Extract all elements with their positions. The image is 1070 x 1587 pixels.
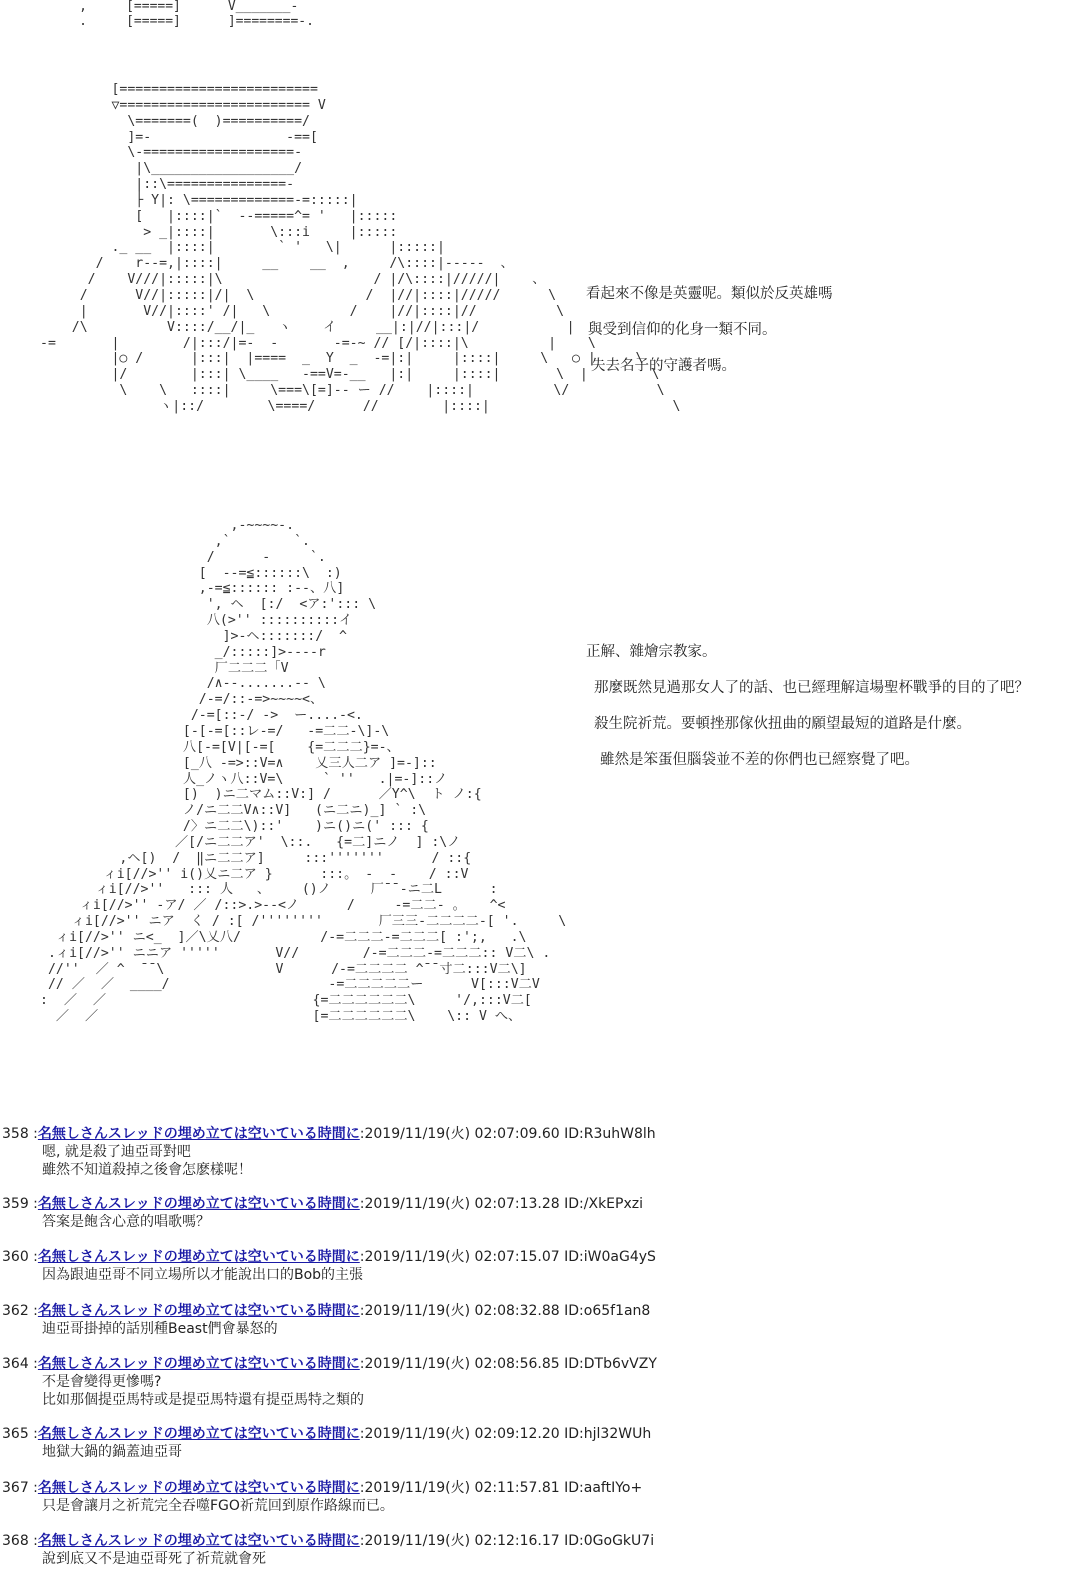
post-365: 365 :名無しさんスレッドの埋め立ては空いている時間に:2019/11/19(火) 02:09:12.20 ID:hjl32WUh 地獄大鍋的鍋蓋迪亞哥: [2, 1425, 1062, 1461]
post-number: 364: [2, 1356, 29, 1372]
post-line: 只是會讓月之祈荒完全吞噬FGO祈荒回到原作路線而已。: [42, 1498, 394, 1514]
post-line: 迪亞哥掛掉的話別種Beast們會暴怒的: [42, 1321, 278, 1337]
post-line: 因為跟迪亞哥不同立場所以才能說出口的Bob的主張: [42, 1267, 364, 1283]
poster-name-link[interactable]: 名無しさんスレッドの埋め立ては空いている時間に: [37, 1196, 360, 1212]
post-line: 答案是飽含心意的唱歌嗎？: [42, 1214, 210, 1230]
ascii-art-priest-figure: ,-~~~~-. ,` `. / - `. [ --=≦::::::\ :) ,-=≦:::::: :--、八] ', ヘ [:/ <ア:'::: \ 八(>'' ::::::::::イ ]>-ヘ:::::::/ ^ _/:::::]>----r 厂二二二「V /∧--.......-- \ /-=/::-=>~~~~<、 /-=[::-/ -> ー....-<. [-[-=[::レ-=/ -=二二-\]-\ 八[-=[V|[-=[ {=二二二}=-、 [_八 -=>::V=∧ 乂三人二ア ]=-]:: 人_ノヽ八::V=\ ` '' .|=-]::ノ [) )ニ二マム::V:] / ／Y^\ ト ノ:{ ノ/ニ二二V∧::V] (ニ二ニ)_] ` :\ /〉ニ二二\)::' )ニ()ニ(' ::: { ／[/ニ二二ア' \::. {=二]ニノ ] :\ノ ,ヘ[) / ‖ニ二二ア] :::''''''' / ::{ ィi[//>'' i()乂ニ二ア } :::。 - - / ::V ィi[//>'' ::: 人 、 ()ノ 厂¯¯-ニ二L : ィi[//>'' -ア/ ／ /::>.>--<ノ / -=二二- 。 ^< ィi[//>'' ニア く / :[ /'''''''' 厂三三-二二二二-[ '. \ ィi[//>'' ニ<_ ]／\乂八/ /-=二二二-=二二二[ :';, .\ .ィi[//>'' ニニア ''''' V// /-=二二二-=二二二:: V二\ . //'' ／ ^ ¯¯\ V /-=二二二二 ^¯¯寸二:::V二\] // ／ ／ ____/ -=二二二二二ー V[:::V二V : ／ ／ {=二二二二二二\ '/,:::V二[ ／ ／ [=二二二二二二\ \:: V へ、: [40, 518, 567, 1025]
post-meta: 2019/11/19(火) 02:07:09.60 ID:R3uhW8lh: [364, 1126, 656, 1142]
poster-name-link[interactable]: 名無しさんスレッドの埋め立ては空いている時間に: [37, 1533, 360, 1549]
post-367: 367 :名無しさんスレッドの埋め立ては空いている時間に:2019/11/19(火) 02:11:57.81 ID:aaftIYo+ 只是會讓月之祈荒完全吞噬FGO祈荒回到原作路線而已。: [2, 1479, 1062, 1515]
post-number: 367: [2, 1480, 29, 1496]
post-360: 360 :名無しさんスレッドの埋め立ては空いている時間に:2019/11/19(火) 02:07:15.07 ID:iW0aG4yS 因為跟迪亞哥不同立場所以才能說出口的Bob的主張: [2, 1248, 1062, 1284]
poster-name-link[interactable]: 名無しさんスレッドの埋め立ては空いている時間に: [37, 1480, 360, 1496]
post-line: 地獄大鍋的鍋蓋迪亞哥: [42, 1444, 182, 1460]
post-meta: 2019/11/19(火) 02:07:13.28 ID:/XkEPxzi: [364, 1196, 643, 1212]
dialog-line: 正解、雜燴宗教家。: [586, 644, 717, 660]
post-number: 368: [2, 1533, 29, 1549]
ascii-art-top-fragment: , [=====] V_______- . [=====] ]========-.: [79, 0, 314, 29]
poster-name-link[interactable]: 名無しさんスレッドの埋め立ては空いている時間に: [37, 1356, 360, 1372]
post-359: 359 :名無しさんスレッドの埋め立ては空いている時間に:2019/11/19(火) 02:07:13.28 ID:/XkEPxzi 答案是飽含心意的唱歌嗎？: [2, 1195, 1062, 1231]
dialog-line: 雖然是笨蛋但腦袋並不差的你們也已經察覺了吧。: [600, 752, 919, 768]
post-meta: 2019/11/19(火) 02:09:12.20 ID:hjl32WUh: [364, 1426, 652, 1442]
poster-name-link[interactable]: 名無しさんスレッドの埋め立ては空いている時間に: [37, 1249, 360, 1265]
dialog-line: 看起來不像是英靈呢。類似於反英雄嗎: [586, 286, 833, 302]
dialog-line: 那麼既然見過那女人了的話、也已經理解這場聖杯戰爭的目的了吧？: [594, 680, 1029, 696]
post-number: 365: [2, 1426, 29, 1442]
poster-name-link[interactable]: 名無しさんスレッドの埋め立ては空いている時間に: [37, 1426, 360, 1442]
post-line: 比如那個提亞馬特或是提亞馬特還有提亞馬特之類的: [42, 1392, 364, 1408]
post-meta: 2019/11/19(火) 02:08:56.85 ID:DTb6vVZY: [364, 1356, 657, 1372]
post-line: 嗯, 就是殺了迪亞哥對吧: [42, 1144, 191, 1160]
post-number: 358: [2, 1126, 29, 1142]
dialog-line: 失去名子的守護者嗎。: [591, 358, 736, 374]
post-number: 360: [2, 1249, 29, 1265]
post-meta: 2019/11/19(火) 02:07:15.07 ID:iW0aG4yS: [364, 1249, 656, 1265]
post-line: 不是會變得更慘嗎?: [42, 1374, 162, 1390]
dialog-line: 與受到信仰的化身一類不同。: [588, 322, 777, 338]
post-meta: 2019/11/19(火) 02:08:32.88 ID:o65f1an8: [364, 1303, 651, 1319]
post-358: 358 :名無しさんスレッドの埋め立ては空いている時間に:2019/11/19(火) 02:07:09.60 ID:R3uhW8lh 嗯, 就是殺了迪亞哥對吧 雖然不知道殺掉之後會怎麽樣呢！: [2, 1125, 1062, 1179]
post-number: 359: [2, 1196, 29, 1212]
post-364: 364 :名無しさんスレッドの埋め立ては空いている時間に:2019/11/19(火) 02:08:56.85 ID:DTb6vVZY 不是會變得更慘嗎? 比如那個提亞馬特或是提亞馬特還有提亞馬特之類的: [2, 1355, 1062, 1409]
post-368: 368 :名無しさんスレッドの埋め立ては空いている時間に:2019/11/19(火) 02:12:16.17 ID:0GoGkU7i 說到底又不是迪亞哥死了祈荒就會死: [2, 1532, 1062, 1568]
post-line: 說到底又不是迪亞哥死了祈荒就會死: [42, 1551, 266, 1567]
post-meta: 2019/11/19(火) 02:12:16.17 ID:0GoGkU7i: [364, 1533, 655, 1549]
post-362: 362 :名無しさんスレッドの埋め立ては空いている時間に:2019/11/19(火) 02:08:32.88 ID:o65f1an8 迪亞哥掛掉的話別種Beast們會暴怒的: [2, 1302, 1062, 1338]
dialog-line: 殺生院祈荒。要頓挫那傢伙扭曲的願望最短的道路是什麼。: [594, 716, 971, 732]
post-number: 362: [2, 1303, 29, 1319]
poster-name-link[interactable]: 名無しさんスレッドの埋め立ては空いている時間に: [37, 1126, 360, 1142]
post-meta: 2019/11/19(火) 02:11:57.81 ID:aaftIYo+: [364, 1480, 643, 1496]
poster-name-link[interactable]: 名無しさんスレッドの埋め立ては空いている時間に: [37, 1303, 360, 1319]
ascii-art-guardian-figure: [========================= ▽======================== V \=======( )==========/ ]=- -==[ \-===================- |\__________________/ |::\===============- ├ Y|: \=============-=:::::| [ |::::|` --=====^= ' |::::: > _|::::| \:::i |::::: ._ __ |::::| ` ' \| |:::::| / r--=,|::::| __ __ , /\::::|----- 、 / V///|:::::|\ / |/\::::|/////| 、 / V//|:::::|/| \ / |//|::::|///// \ | V//|::::' /| \ / |//|::::|// \ /\ V::::/__/|_ ヽ イ __|:|//|:::|/ | -= | /|:::/|=- - -=-~ // [/|::::|\ | \ |○ / |:::| |==== _ Y _ -=|:| |::::| \ ○ | \ |/ |:::| \____ -==V=-__ |:| |::::| \ | \ \ \ ::::| \===\[=]-- ー // |::::| \/ \ ヽ|::/ \====/ // |::::| \: [40, 82, 681, 414]
post-line: 雖然不知道殺掉之後會怎麽樣呢！: [42, 1162, 252, 1178]
